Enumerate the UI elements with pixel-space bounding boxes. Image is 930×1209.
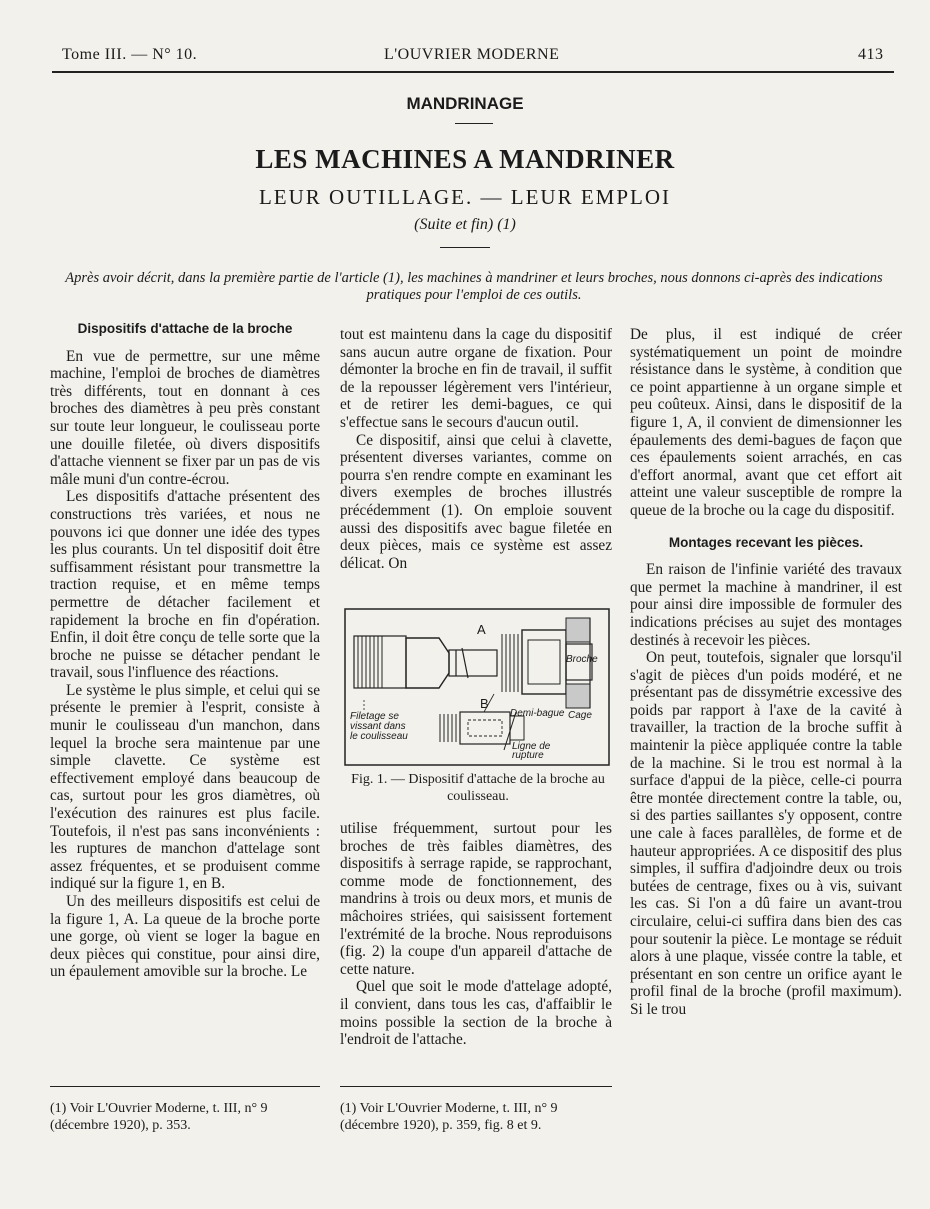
col3-heading: Montages recevant les pièces. <box>668 534 864 550</box>
figure-1-caption: Fig. 1. — Dispositif d'attache de la broche au coulisseau. <box>351 772 605 804</box>
col1-footnote-rule <box>50 1086 320 1087</box>
running-head-journal: L'OUVRIER MODERNE <box>384 46 560 63</box>
article-subtitle: LEUR OUTILLAGE. — LEUR EMPLOI <box>258 185 672 209</box>
col3-paragraph: On peut, toutefois, signaler que lorsqu'il s'agit de pièces d'un poids modéré, et ne présentant pas de dissymétrie excessive des poids par rapport à l'axe de la cavité à travailler, la traction de la broche suffit à maintenir la pièce appliquée contre la table de la machine. Si le trou est normal à la surface d'appui de la pièce, celle-ci pourra être montée directement contre la table, ou, si des parties saillantes s'y opposent, contre une cale à faces parallèles, de forme et de hauteur appropriées. A ce dispositif des plus simples, il suffira d'adjoindre deux ou trois butées de centrage, fixes ou à vis, suivant les cas. Si l'on a dû faire un avant-trou circulaire, celui-ci suffira dans bien des cas pour soutenir la pièce. Le montage se réduit alors à une plaque, vissée contre la table, et présentant en son centre un orifice ayant le profil final de la broche (profil maximum). Si le trou <box>630 649 902 1018</box>
col1-paragraph: Le système le plus simple, et celui qui se présente le premier à l'esprit, consiste à munir le coulisseau d'un manchon, dans lequel la broche sera maintenue par une simple clavette. Ce système est effectivement employé dans beaucoup de cas, surtout pour les gros diamètres, où l'exécution des rainures est plus facile. Toutefois, il n'est pas sans inconvénients : les ruptures de manchon d'attelage sont assez fréquentes, et se produisent comme indiqué sur la figure 1, en B. <box>50 681 320 893</box>
col2-footnote: (1) Voir L'Ouvrier Moderne, t. III, n° 9 (décembre 1920), p. 359, fig. 8 et 9. <box>340 1101 558 1133</box>
figure-label-broche: Broche <box>566 654 598 665</box>
column-2-bottom <box>340 820 612 1049</box>
title-divider <box>455 123 493 124</box>
col1-paragraph: En vue de permettre, sur une même machine, l'emploi de broches de diamètres très différents, tout en donnant à ces broches des diamètres à peu près constant sur toute leur longueur, le coulisseau porte une douille filetée, où divers dispositifs d'attache viennent se fixer par un pas de vis mâle muni d'un contre-écrou. <box>50 347 320 488</box>
subtitle-divider <box>440 247 490 248</box>
col1-footnote: (1) Voir L'Ouvrier Moderne, t. III, n° 9 (décembre 1920), p. 353. <box>50 1101 268 1133</box>
figure-label-ligne-de-rupture: Ligne de rupture <box>512 741 551 761</box>
article-title: LES MACHINES A MANDRINER <box>255 144 675 174</box>
continuation-note: (Suite et fin) (1) <box>414 216 516 233</box>
col1-paragraph: Un des meilleurs dispositifs est celui de la figure 1, A. La queue de la broche porte une gorge, où vient se loger la bague en deux pièces qui constitue, pour ainsi dire, un épaulement amovible sur la broche. Le <box>50 893 320 981</box>
figure-1-drawing <box>344 608 610 766</box>
col1-heading: Dispositifs d'attache de la broche <box>77 321 293 336</box>
figure-label-filetage: Filetage se vissant dans le coulisseau <box>350 711 408 742</box>
col2-paragraph: utilise fréquemment, surtout pour les broches de très faibles diamètres, des dispositifs à serrage rapide, se rapprochant, comme mode de fonctionnement, des mandrins à trois ou deux mors, et munis de mâchoires striées, qui saisissent fortement l'extrémité de la broche. Nous reproduisons (fig. 2) la coupe d'un appareil d'attache de cette nature. <box>340 820 612 978</box>
page-number: 413 <box>858 46 884 63</box>
col3-paragraph: De plus, il est indiqué de créer systématiquement un point de moindre résistance dans le système, à condition que ce point appartienne à un organe simple et peu coûteux. Ainsi, dans le dispositif de la figure 1, A, il convient de dimensionner les épaulements des demi-bagues de façon que ces épaulements soient arrachés, en cas d'effort anormal, avant que cet effort ait atteint une valeur susceptible de rompre la queue de la broche ou la cage du dispositif. <box>630 326 902 519</box>
col3-paragraph: En raison de l'infinie variété des travaux que permet la machine à mandriner, il est pour ainsi dire impossible de formuler des indications précises au sujet des montages destinés à recevoir les pièces. <box>630 561 902 649</box>
col2-paragraph: tout est maintenu dans la cage du dispositif sans aucun autre organe de fixation. Pour démonter la broche en fin de travail, il suffit de la repousser légèrement vers l'intérieur, et de retirer les demi-bagues, ce qui s'effectue sans le secours d'aucun outil. <box>340 326 612 431</box>
figure-label-demi-bague: Demi-bague <box>510 708 565 719</box>
col2-paragraph: Ce dispositif, ainsi que celui à clavette, présentent diverses variantes, comme on pourra s'en rendre compte en examinant les divers exemples de broches illustrés précédemment (1). On emploie souvent aussi des dispositifs avec bague filetée en deux pièces, mais ce système est assez délicat. On <box>340 431 612 572</box>
col2-paragraph: Quel que soit le mode d'attelage adopté, il convient, dans tous les cas, d'affaiblir le moins possible la section de la broche à l'endroit de l'attache. <box>340 978 612 1049</box>
column-1 <box>50 320 320 981</box>
running-head-volume: Tome III. — N° 10. <box>62 46 198 63</box>
figure-label-cage: Cage <box>568 710 592 721</box>
section-title: MANDRINAGE <box>406 94 524 113</box>
article-intro: Après avoir décrit, dans la première partie de l'article (1), les machines à mandriner et leurs broches, nous donnons ci-après des indications pratiques pour l'emploi de ces outils. <box>65 270 883 303</box>
figure-label-b: B <box>480 696 489 711</box>
header-rule <box>52 71 894 73</box>
column-2-top <box>340 326 612 572</box>
col2-footnote-rule <box>340 1086 612 1087</box>
col1-paragraph: Les dispositifs d'attache présentent des constructions très variées, et nous ne pouvons ici que donner une idée des types les plus courants. Un tel dispositif doit être suffisamment résistant pour transmettre la traction requise, et en même temps permettre de détacher facilement et rapidement la broche en fin d'opération. Enfin, il doit être conçu de telle sorte que la broche ne puisse se détacher pendant le travail, sous l'influence des réactions. <box>50 488 320 682</box>
column-3 <box>630 326 902 1019</box>
figure-label-a: A <box>477 622 486 637</box>
